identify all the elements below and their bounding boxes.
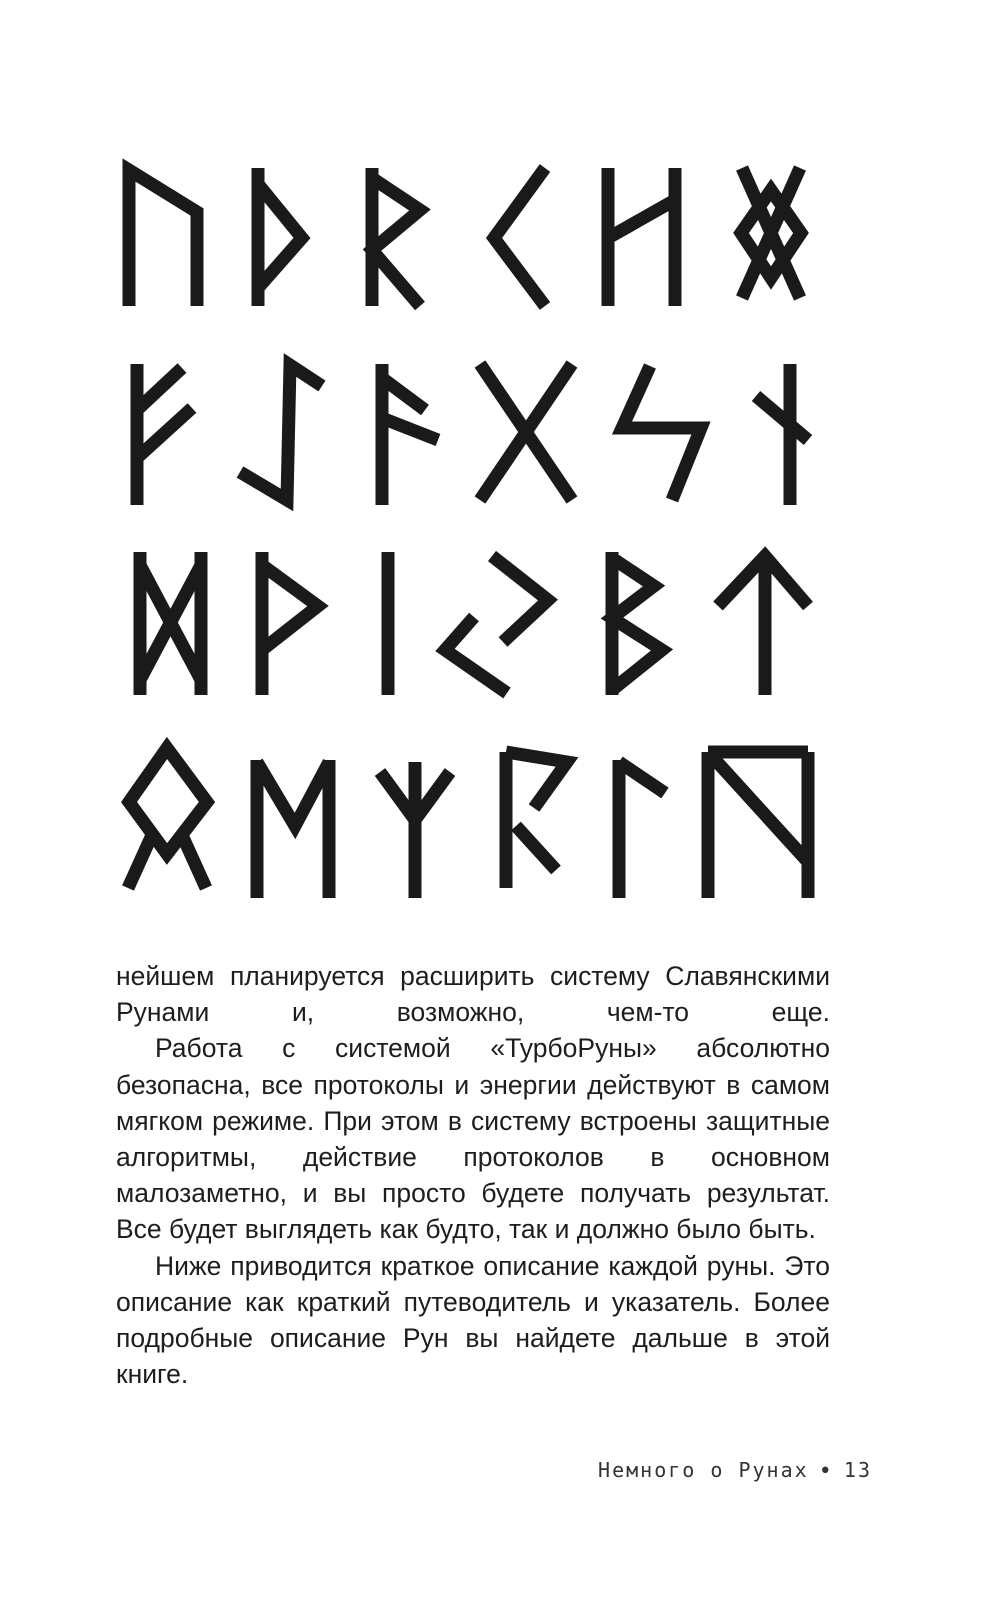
- rune-row-2: [137, 364, 808, 505]
- rune-1-3: [372, 168, 420, 306]
- rune-3-2: [262, 552, 318, 695]
- rune-row-3: [140, 552, 808, 695]
- page-number: 13: [843, 1458, 872, 1482]
- rune-row-4: [128, 748, 808, 898]
- rune-2-5: [622, 366, 701, 500]
- rune-3-5: [612, 552, 662, 695]
- rune-4-4: [506, 752, 567, 888]
- paragraph-3: Ниже приводится краткое описание каждой руны. Это описание как краткий путеводитель и указатель. Более подробные описание Рун вы найдете дальше в этой книге.: [116, 1250, 830, 1390]
- running-footer: [598, 1458, 872, 1484]
- rune-row-1: [129, 168, 801, 306]
- paragraph-2: Работа с системой «ТурбоРуны» абсолютно безопасна, все протоколы и энергии действуют в самом мягком режиме. При этом в систему встроены защитные алгоритмы, действие протоколов в основном малозаметно, и вы просто будете получать результат. Все будет выглядеть как будто, так и должно было быть.: [116, 1033, 830, 1245]
- rune-1-5: [608, 168, 675, 306]
- rune-1-4: [494, 168, 545, 306]
- rune-4-5: [619, 760, 665, 898]
- footer-section-title: Немного о Рунах: [598, 1458, 809, 1482]
- rune-4-3: [380, 762, 450, 898]
- rune-1-2: [258, 168, 302, 306]
- rune-2-2: [240, 365, 322, 500]
- footer-separator: •: [818, 1459, 834, 1484]
- rune-2-3: [382, 364, 438, 505]
- rune-3-4: [445, 556, 548, 693]
- rune-3-6: [718, 556, 808, 695]
- body-text: [116, 958, 830, 1392]
- rune-2-6: [756, 364, 808, 505]
- rune-1-1: [129, 170, 197, 306]
- rune-4-2: [257, 760, 329, 898]
- rune-3-1: [140, 552, 201, 695]
- rune-2-4: [480, 364, 572, 500]
- rune-4-6: [708, 752, 808, 898]
- paragraph-1: нейшем планируется расширить систему Славянскими Рунами и, возможно, чем-то еще.: [116, 961, 830, 1028]
- rune-4-1-diamond: [129, 748, 207, 854]
- rune-2-1: [137, 364, 192, 505]
